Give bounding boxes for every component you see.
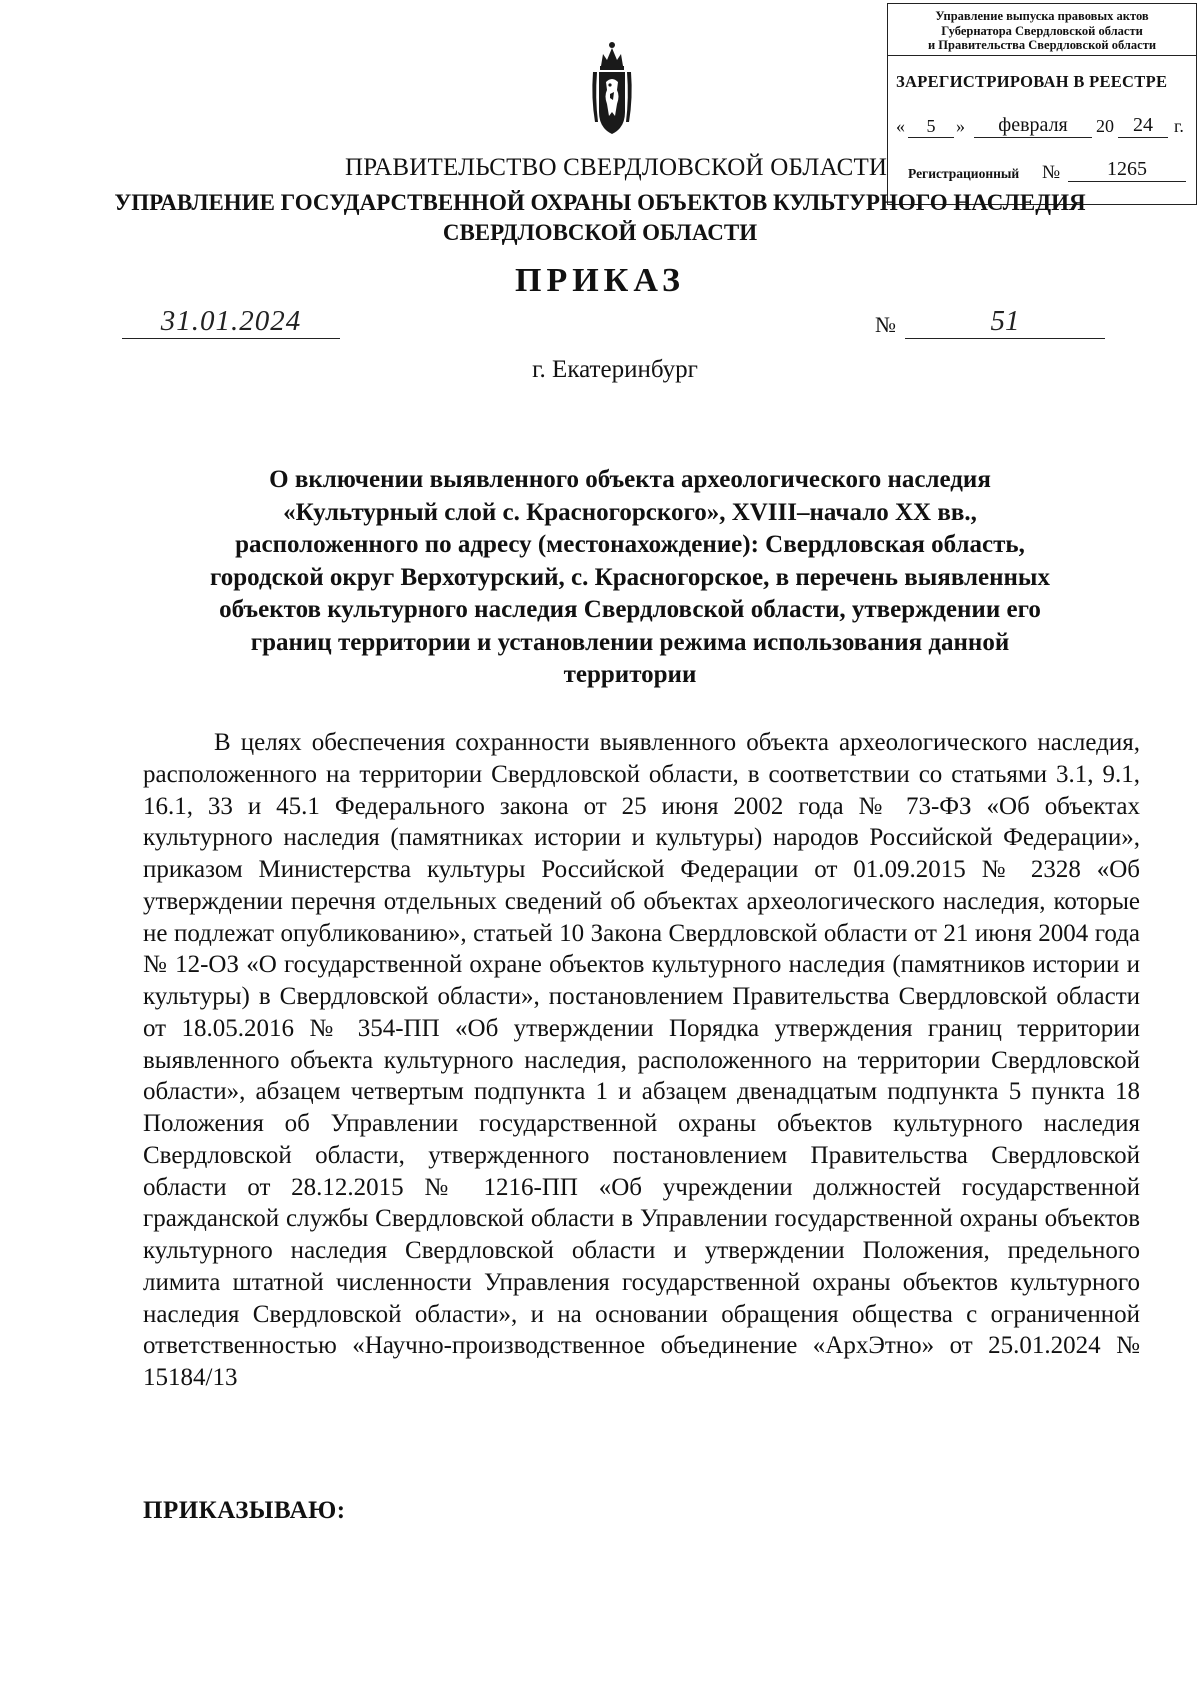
stamp-month: февраля bbox=[974, 114, 1092, 138]
department-title-line: УПРАВЛЕНИЕ ГОСУДАРСТВЕННОЙ ОХРАНЫ ОБЪЕКТОВ КУЛЬТУРНОГО НАСЛЕДИЯ bbox=[114, 190, 1086, 215]
stamp-year-suffix: 24 bbox=[1118, 114, 1168, 138]
subject-line: «Культурный слой с. Красногорского», XVIII–начало XX вв., bbox=[283, 498, 977, 526]
quote-open: « bbox=[896, 116, 905, 136]
department-title bbox=[0, 188, 1200, 248]
stamp-header-line: Губернатора Свердловской области bbox=[941, 23, 1143, 38]
order-subject bbox=[150, 464, 1110, 692]
subject-line: О включении выявленного объекта археологического наследия bbox=[269, 466, 991, 493]
order-number: 51 bbox=[905, 304, 1105, 339]
preamble-paragraph: В целях обеспечения сохранности выявленного объекта археологического наследия, расположенного на территории Свердловской области, в соответствии со статьями 3.1, 9.1, 16.1, 33 и 45.1 Федерального закона от 25 июня 2002 года № 73-ФЗ «Об объектах культурного наследия (памятниках истории и культуры) народов Российской Федерации», приказом Министерства культуры Российской Федерации от 01.09.2015 № 2328 «Об утверждении перечня отдельных сведений об объектах археологического наследия, которые не подлежат опубликованию», статьей 10 Закона Свердловской области от 21 июня 2004 года № 12-ОЗ «О государственной охране объектов культурного наследия (памятников истории и культуры) в Свердловской области», постановлением Правительства Свердловской области от 18.05.2016 № 354-ПП «Об утверждении Порядка утверждения границ территории выявленного объекта культурного наследия, расположенного на территории Свердловской области», абзацем четвертым подпункта 1 и абзацем двенадцатым подпункта 5 пункта 18 Положения об Управлении государственной охраны объектов культурного наследия Свердловской области, утвержденного постановлением Правительства Свердловской области от 28.12.2015 № 1216-ПП «Об учреждении должностей государственной гражданской службы Свердловской области в Управлении государственной охраны объектов культурного наследия Свердловской области и утверждении Положения, предельного лимита штатной численности Управления государственной охраны объектов культурного наследия Свердловской области», и на основании обращения общества с ограниченной ответственностью «Научно-производственное объединение «АрхЭтно» от 25.01.2024 № 15184/13 bbox=[143, 729, 1140, 1391]
stamp-header-line: и Правительства Свердловской области bbox=[927, 38, 1157, 52]
city: г. Екатеринбург bbox=[532, 356, 698, 383]
stamp-day: 5 bbox=[908, 116, 954, 138]
subject-line: расположенного по адресу (местонахождение): Свердловская область, bbox=[235, 531, 1025, 558]
subject-line: границ территории и установлении режима использования данной bbox=[250, 628, 1010, 656]
quote-close: » bbox=[956, 116, 965, 136]
stamp-year-prefix: 20 bbox=[1096, 116, 1114, 136]
government-title: ПРАВИТЕЛЬСТВО СВЕРДЛОВСКОЙ ОБЛАСТИ bbox=[345, 154, 888, 181]
subject-line: городской округ Верхотурский, с. Красногорское, в перечень выявленных bbox=[210, 563, 1050, 591]
stamp-number-sign: № bbox=[1042, 162, 1061, 183]
registration-stamp bbox=[887, 3, 1197, 205]
order-date: 31.01.2024 bbox=[122, 304, 340, 339]
stamp-header bbox=[888, 4, 1196, 56]
stamp-regnum-value: 1265 bbox=[1068, 158, 1186, 182]
stamp-header-line: Управление выпуска правовых актов bbox=[935, 9, 1149, 23]
decree-heading: ПРИКАЗЫВАЮ: bbox=[143, 1497, 346, 1524]
stamp-regnum-label: Регистрационный bbox=[908, 166, 1020, 181]
department-title-line: СВЕРДЛОВСКОЙ ОБЛАСТИ bbox=[442, 220, 758, 245]
coat-of-arms-icon bbox=[589, 38, 635, 138]
subject-line: территории bbox=[563, 661, 697, 688]
document-type-title: ПРИКАЗ bbox=[515, 262, 685, 299]
stamp-registered-label: ЗАРЕГИСТРИРОВАН В РЕЕСТРЕ bbox=[896, 72, 1168, 91]
subject-line: объектов культурного наследия Свердловской области, утверждении его bbox=[219, 596, 1041, 623]
stamp-year-unit: г. bbox=[1174, 116, 1184, 136]
order-number-label: № bbox=[875, 312, 896, 337]
